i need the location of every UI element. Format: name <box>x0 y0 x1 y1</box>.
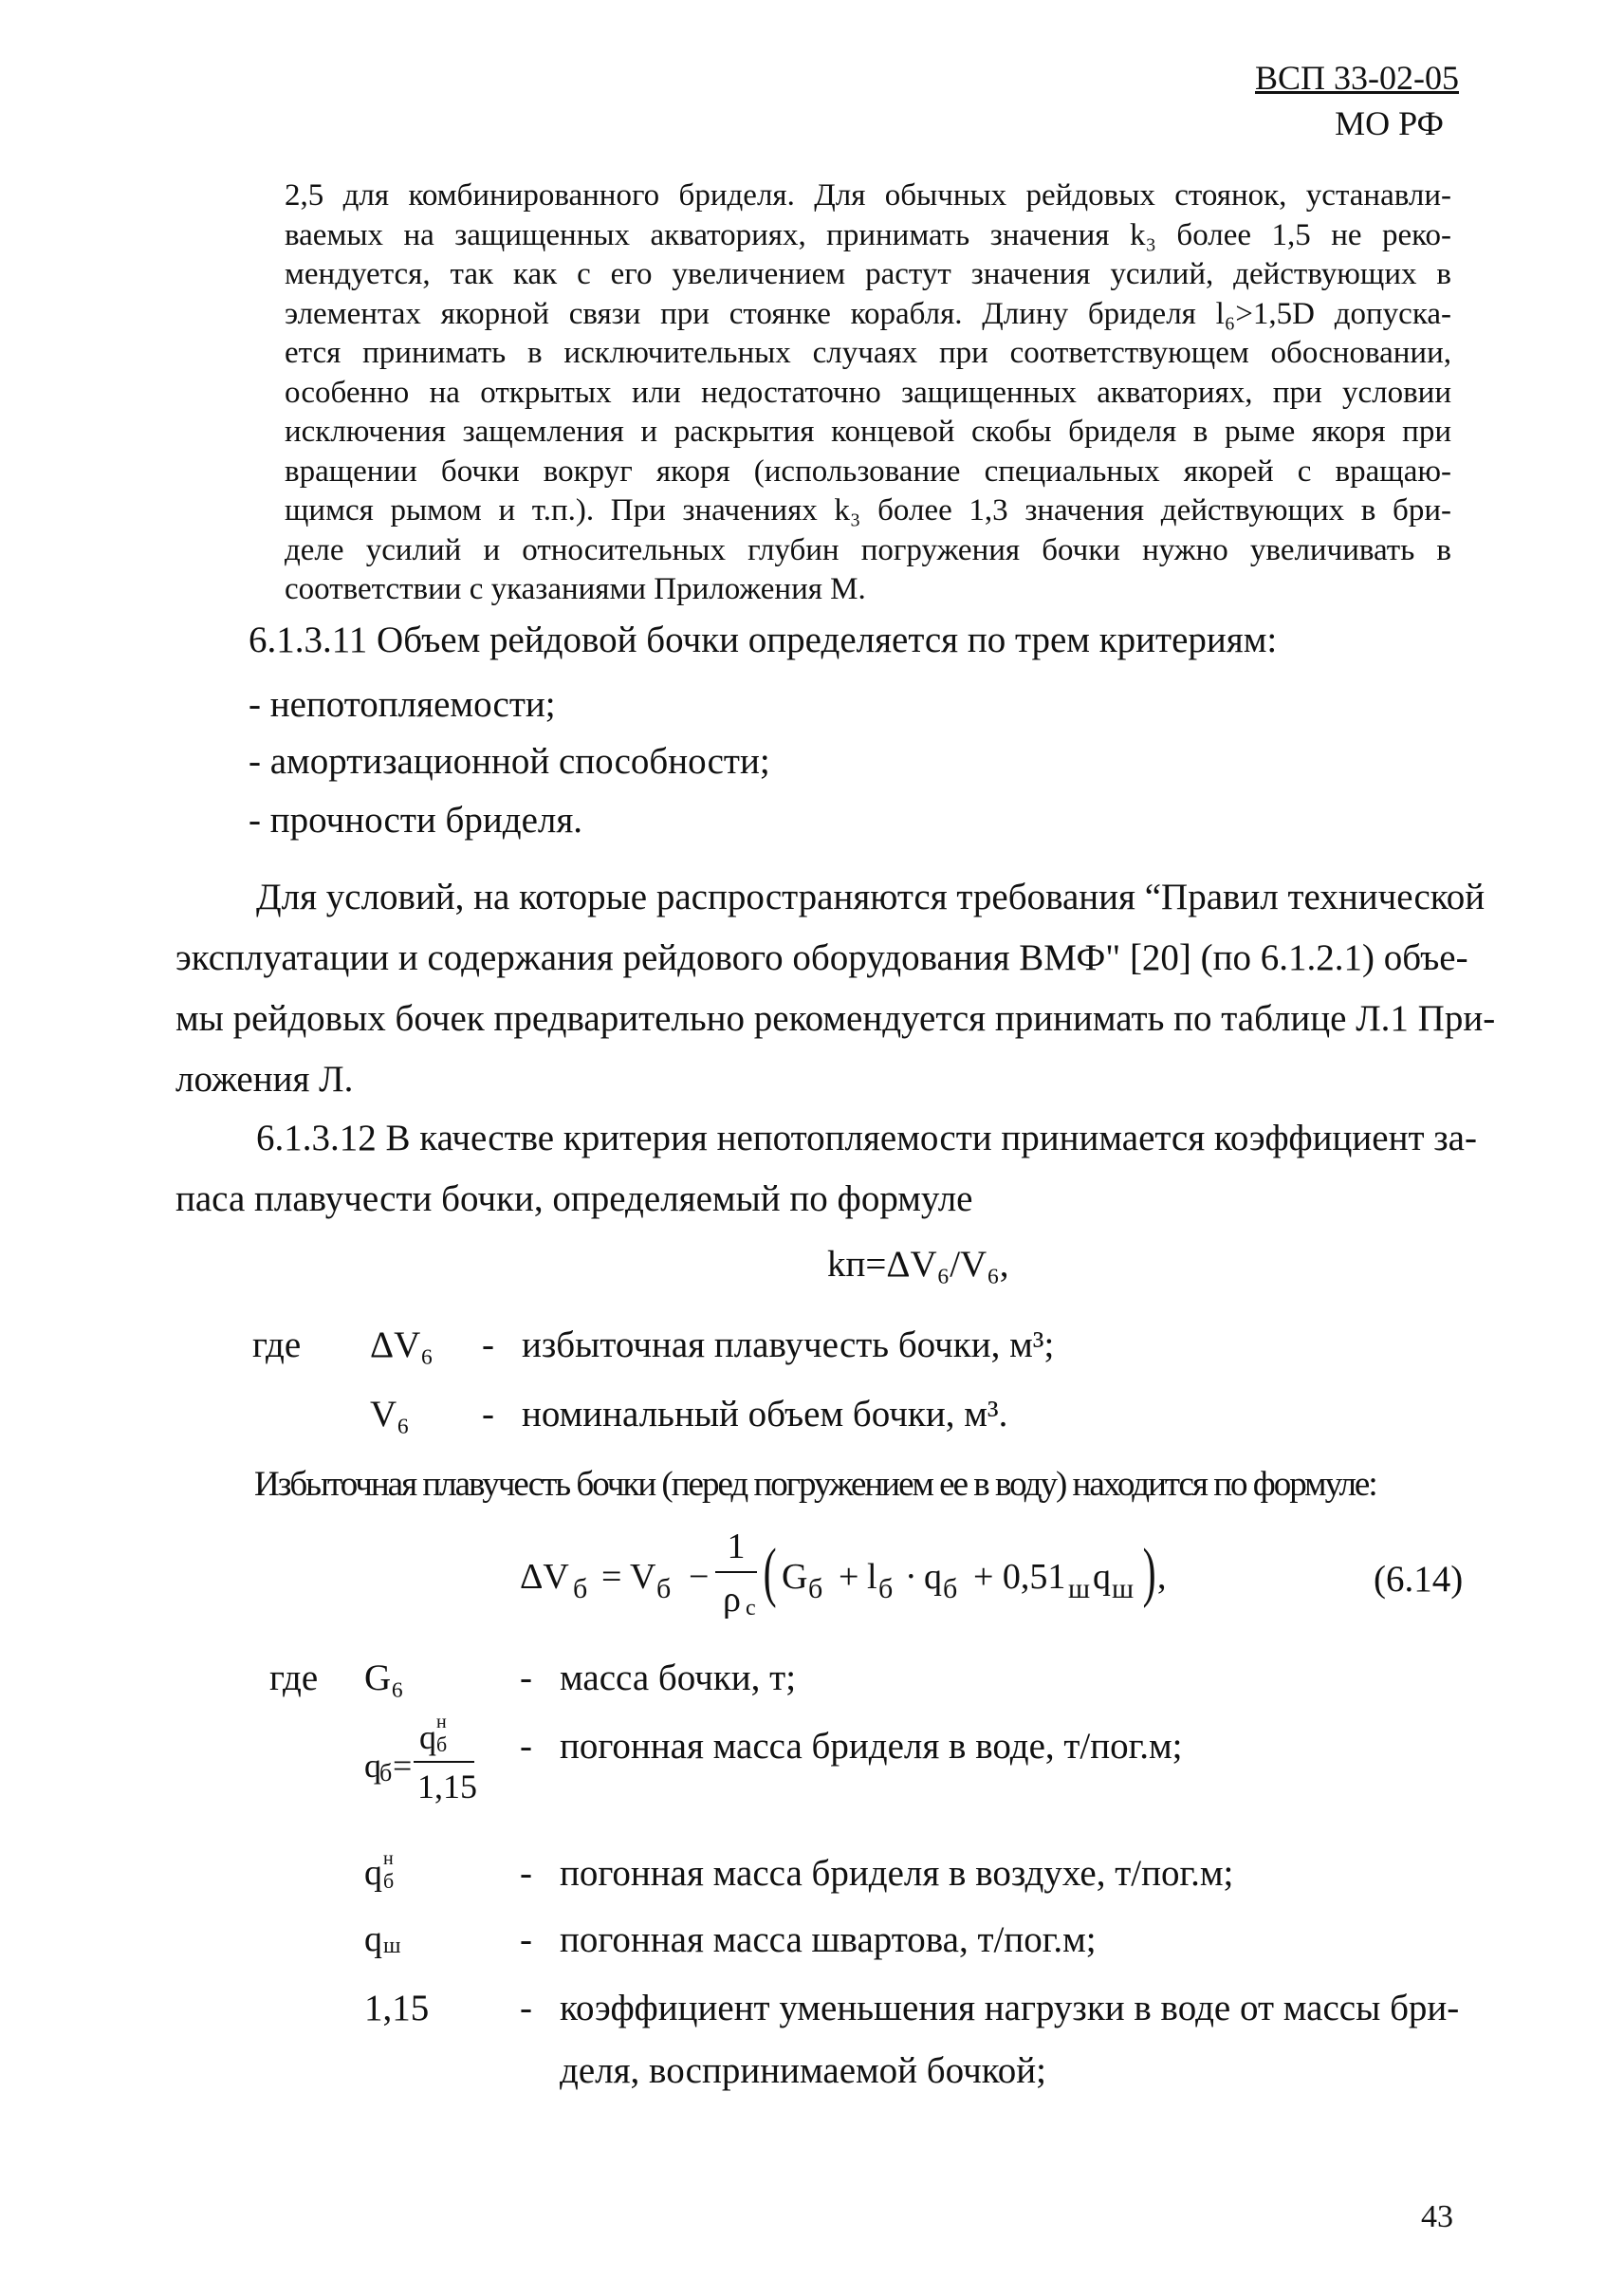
text-line: вращении бочки вокруг якоря (использование специальных якорей с вращаю- <box>285 454 1451 489</box>
formula-sub: б <box>808 1573 823 1604</box>
definition-text: коэффициент уменьшения нагрузки в воде от массы бри- <box>560 1988 1460 2028</box>
criterion-item: - амортизационной способности; <box>249 741 770 782</box>
formula-coef: + 0,51 <box>973 1557 1066 1597</box>
paren-close: ) <box>1142 1536 1156 1609</box>
formula-term: q <box>924 1557 942 1597</box>
conditions-paragraph <box>175 867 1496 1110</box>
formula-frac-den: ρ <box>723 1580 741 1620</box>
symbol-sub: б <box>436 1732 448 1756</box>
continuation-paragraph <box>285 176 1451 610</box>
definition-text: номинальный объем бочки, м³. <box>522 1394 1008 1435</box>
criterion-item: - непотопляемости; <box>249 684 556 725</box>
symbol-den: 1,15 <box>417 1768 477 1805</box>
formula-term: q <box>1093 1557 1111 1597</box>
text-line: 6.1.3.12 В качестве критерия непотопляемости принимается коэффициент за- <box>256 1118 1477 1158</box>
symbol-sup: н <box>383 1848 394 1869</box>
symbol-delta-v: ΔV₆ <box>370 1324 434 1365</box>
text-line: особенно на открытых или недостаточно защищенных акваториях, при условии <box>285 375 1451 410</box>
symbol-q: q <box>364 1747 381 1785</box>
symbol-q: q <box>419 1718 436 1756</box>
text-line: исключения защемления и раскрытия концевой скобы бриделя в рыме якоря при <box>285 415 1451 449</box>
formula-term: V <box>630 1557 656 1597</box>
formula-sub: ш <box>1112 1573 1135 1604</box>
dash: - <box>520 1853 532 1894</box>
formula-dot: · <box>905 1557 917 1597</box>
fraction-bar <box>414 1761 474 1763</box>
formula-sub: ш <box>1068 1573 1091 1604</box>
formula-eq: = <box>601 1557 622 1597</box>
symbol-q: q <box>364 1919 382 1959</box>
text-line: ложения Л. <box>175 1059 354 1100</box>
dash: - <box>520 1726 532 1767</box>
text-line: мендуется, так как с его увеличением растут значения усилий, действующих в <box>285 257 1451 291</box>
definition-text: погонная масса бриделя в воде, т/пог.м; <box>560 1726 1183 1767</box>
organization-label: МО РФ <box>1335 104 1444 142</box>
formula-term: ΔV <box>520 1557 569 1597</box>
symbol-sub: б <box>383 1869 395 1893</box>
dash: - <box>520 1657 532 1698</box>
formula-comma: , <box>1157 1557 1167 1597</box>
definition-text: избыточная плавучесть бочки, м³; <box>522 1324 1055 1365</box>
formula-sub: б <box>943 1573 958 1604</box>
page-number: 43 <box>1421 2199 1453 2234</box>
text-line: 2,5 для комбинированного бриделя. Для обычных рейдовых стоянок, устанавли- <box>285 178 1451 213</box>
symbol-coef: 1,15 <box>364 1988 430 2028</box>
formula-term: l <box>867 1557 877 1597</box>
symbol-q: q <box>364 1853 382 1893</box>
formula-minus: − <box>689 1557 710 1597</box>
dash: - <box>482 1394 494 1435</box>
text-line: деле усилий и относительных глубин погружения бочки нужно увеличивать в <box>285 532 1451 567</box>
formula-frac-num: 1 <box>727 1527 746 1566</box>
definition-text: деля, воспринимаемой бочкой; <box>560 2050 1046 2091</box>
dash: - <box>520 1988 532 2028</box>
where-label: где <box>252 1324 302 1365</box>
text-line: ваемых на защищенных акваториях, принимать значения k₃ более 1,5 не реко- <box>285 217 1451 252</box>
symbol-eq: = <box>393 1747 413 1785</box>
clause-6-1-3-11: 6.1.3.11 Объем рейдовой бочки определяется по трем критериям: <box>249 620 1278 660</box>
buoyancy-intro: Избыточная плавучесть бочки (перед погружением ее в воду) находится по формуле: <box>254 1465 1376 1504</box>
symbol-qb-air <box>364 1848 421 1909</box>
formula-number: (6.14) <box>1374 1559 1464 1600</box>
formula-sub: c <box>746 1596 756 1620</box>
formula-sub: б <box>656 1573 672 1604</box>
symbol-g: G₆ <box>364 1657 404 1698</box>
symbol-sup: н <box>436 1712 447 1732</box>
formula-plus: + <box>839 1557 859 1597</box>
formula-6-14 <box>520 1522 1184 1626</box>
text-line: мы рейдовых бочек предварительно рекомендуется принимать по таблице Л.1 При- <box>175 998 1496 1039</box>
text-line: паса плавучести бочки, определяемый по формуле <box>175 1178 973 1219</box>
symbol-sub: б <box>379 1759 393 1787</box>
text-line: элементах якорной связи при стоянке корабля. Длину бриделя l₆>1,5D допуска- <box>285 296 1451 331</box>
text-line: Для условий, на которые распространяются требования “Правил технической <box>256 877 1486 917</box>
symbol-qb-fraction <box>364 1712 497 1822</box>
paren-open: ( <box>763 1536 777 1609</box>
text-line: щимся рымом и т.п.). При значениях k₃ более 1,3 значения действующих в бри- <box>285 493 1451 528</box>
definition-text: погонная масса бриделя в воздухе, т/пог.м; <box>560 1853 1234 1894</box>
text-line: соответствии с указаниями Приложения М. <box>285 572 866 606</box>
text-line: ется принимать в исключительных случаях при соответствующем обосновании, <box>285 336 1451 370</box>
definition-text: масса бочки, т; <box>560 1657 797 1698</box>
symbol-qsh <box>364 1918 421 1975</box>
definition-text: погонная масса швартова, т/пог.м; <box>560 1919 1097 1960</box>
fraction-bar <box>715 1571 757 1573</box>
where-label: где <box>269 1657 319 1698</box>
document-code: ВСП 33-02-05 <box>1255 59 1459 97</box>
clause-6-1-3-12 <box>175 1108 1477 1230</box>
symbol-sub: ш <box>383 1934 401 1958</box>
symbol-v: V₆ <box>370 1394 410 1435</box>
formula-sub: б <box>878 1573 894 1604</box>
text-line: эксплуатации и содержания рейдового оборудования ВМФ" [20] (по 6.1.2.1) объе- <box>175 937 1468 978</box>
formula-sub: б <box>573 1573 588 1604</box>
formula-term: G <box>782 1557 808 1597</box>
formula-kn: kп=ΔV₆/V₆, <box>827 1244 1009 1285</box>
dash: - <box>482 1324 494 1365</box>
criterion-item: - прочности бриделя. <box>249 800 583 841</box>
dash: - <box>520 1919 532 1960</box>
